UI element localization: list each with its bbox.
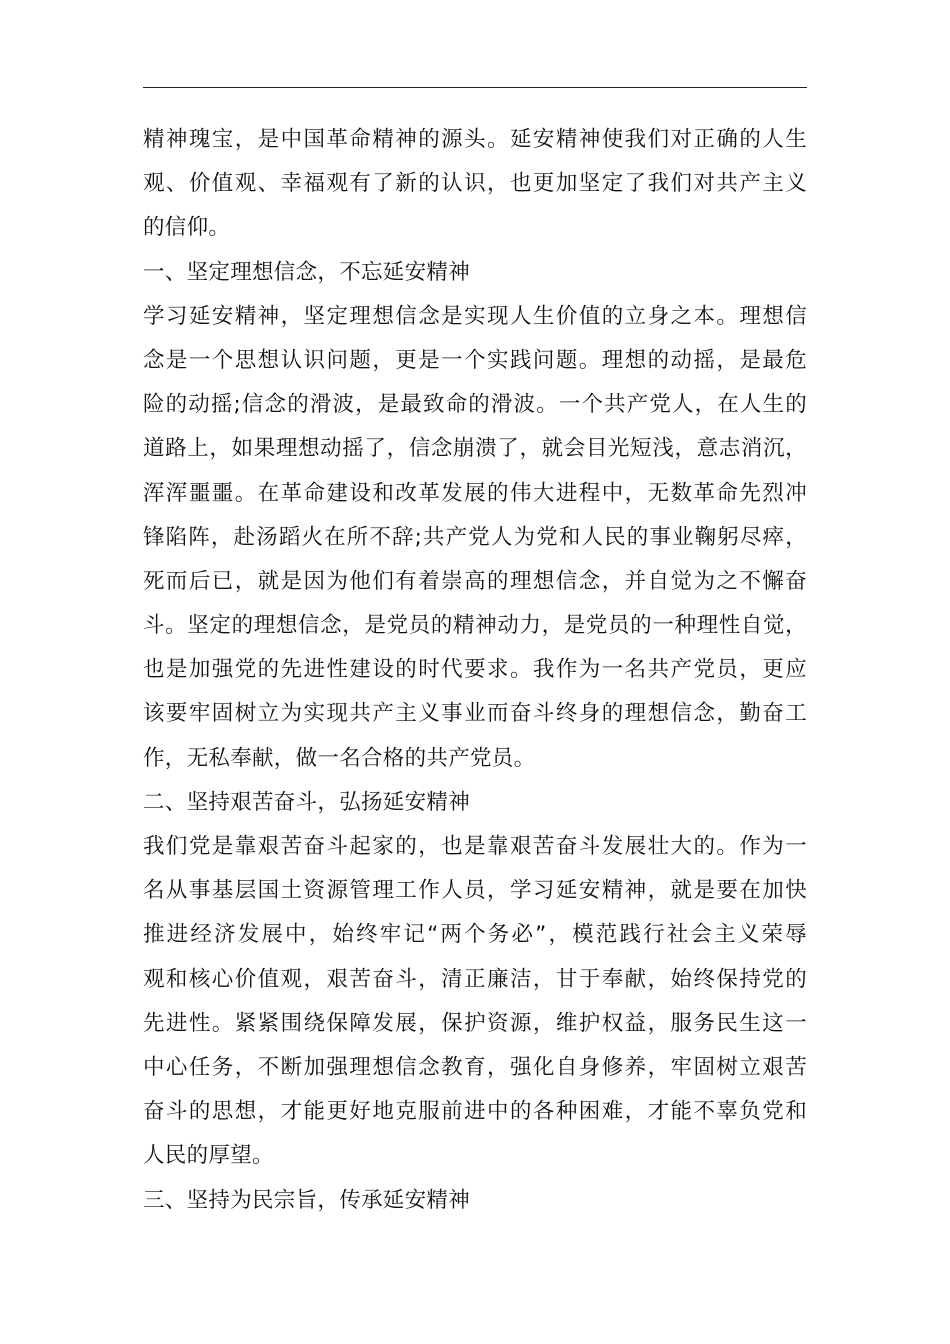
paragraph-line: 斗。坚定的理想信念，是党员的精神动力，是党员的一种理性自觉， [143, 613, 807, 639]
paragraph-line: 我们党是靠艰苦奋斗起家的，也是靠艰苦奋斗发展壮大的。作为一 [143, 834, 807, 859]
paragraph-line: 险的动摇;信念的滑波，是最致命的滑波。一个共产党人，在人生的 [143, 392, 807, 418]
paragraph-line: 念是一个思想认识问题，更是一个实践问题。理想的动摇，是最危 [143, 347, 807, 373]
paragraph-line: 精神瑰宝，是中国革命精神的源头。延安精神使我们对正确的人生 [143, 127, 807, 152]
body-paragraph [143, 825, 807, 1179]
body-paragraph [143, 295, 807, 781]
heading-text: 一、坚定理想信念，不忘延安精神 [143, 259, 471, 285]
paragraph-line: 推进经济发展中，始终牢记“两个务必”，模范践行社会主义荣辱 [143, 922, 807, 948]
paragraph-line: 浑浑噩噩。在革命建设和改革发展的伟大进程中，无数革命先烈冲 [143, 480, 807, 506]
paragraph-line: 学习延安精神，坚定理想信念是实现人生价值的立身之本。理想信 [143, 303, 807, 329]
paragraph-line: 奋斗的思想，才能更好地克服前进中的各种困难，才能不辜负党和 [143, 1099, 807, 1125]
body-paragraph [143, 118, 807, 251]
paragraph-line: 该要牢固树立为实现共产主义事业而奋斗终身的理想信念，勤奋工 [143, 701, 807, 727]
header-divider [143, 87, 807, 88]
paragraph-line: 锋陷阵，赴汤蹈火在所不辞;共产党人为党和人民的事业鞠躬尽瘁， [143, 524, 807, 550]
paragraph-line: 先进性。紧紧围绕保障发展，保护资源，维护权益，服务民生这一 [143, 1010, 807, 1036]
paragraph-line: 中心任务，不断加强理想信念教育，强化自身修养，牢固树立艰苦 [143, 1054, 807, 1080]
section-heading [143, 781, 807, 825]
paragraph-line: 观和核心价值观，艰苦奋斗，清正廉洁，甘于奉献，始终保持党的 [143, 966, 807, 992]
heading-text: 三、坚持为民宗旨，传承延安精神 [143, 1187, 471, 1213]
paragraph-line: 名从事基层国土资源管理工作人员，学习延安精神，就是要在加快 [143, 878, 807, 904]
paragraph-line: 道路上，如果理想动摇了，信念崩溃了，就会目光短浅，意志消沉， [143, 436, 807, 462]
paragraph-line: 的信仰。 [143, 215, 231, 241]
paragraph-line: 也是加强党的先进性建设的时代要求。我作为一名共产党员，更应 [143, 657, 807, 683]
heading-text: 二、坚持艰苦奋斗，弘扬延安精神 [143, 789, 471, 815]
paragraph-line: 观、价值观、幸福观有了新的认识，也更加坚定了我们对共产主义 [143, 171, 807, 197]
paragraph-line: 人民的厚望。 [143, 1143, 274, 1169]
paragraph-line: 死而后已，就是因为他们有着崇高的理想信念，并自觉为之不懈奋 [143, 568, 807, 594]
section-heading [143, 1179, 807, 1223]
paragraph-line: 作，无私奉献，做一名合格的共产党员。 [143, 745, 536, 771]
document-body [143, 118, 807, 1223]
section-heading [143, 251, 807, 295]
